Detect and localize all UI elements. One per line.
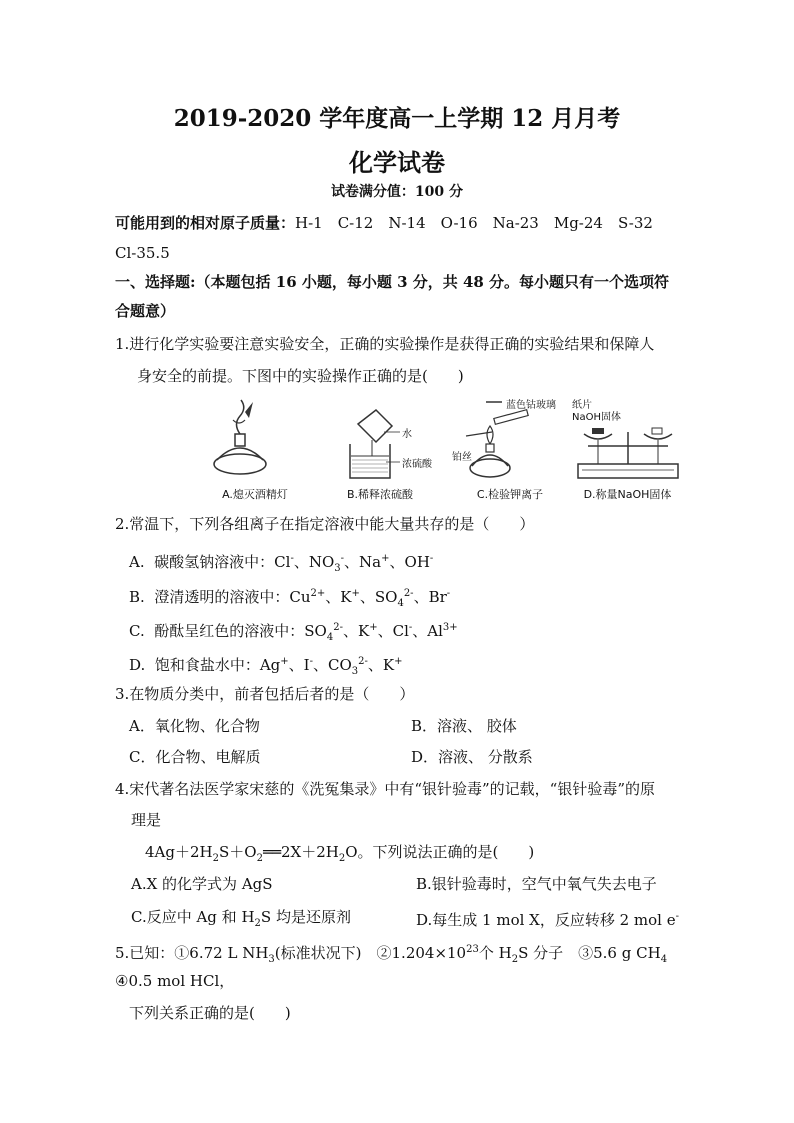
- atomic-masses-cont: Cl-35.5: [115, 244, 170, 262]
- q3-option-c: C．化合物、电解质: [129, 748, 261, 766]
- label-paper: 纸片: [572, 400, 592, 411]
- q1-stem: 1.进行化学实验要注意实验安全，正确的实验操作是获得正确的实验结果和保障人: [115, 335, 655, 353]
- atomic-masses-values: H-1 C-12 N-14 O-16 Na-23 Mg-24 S-32: [295, 214, 653, 232]
- atomic-masses-label: 可能用到的相对原子质量：: [115, 214, 296, 232]
- figure-a: [195, 396, 315, 502]
- full-score: 试卷满分值：100 分: [330, 184, 464, 200]
- label-acid: 浓硫酸: [402, 459, 432, 470]
- q3-option-a: A．氧化物、化合物: [129, 717, 260, 735]
- label-wire: 铂丝: [452, 452, 472, 463]
- q2-option-a: A. 碳酸氢钠溶液中：Cl-、$NO_3^-$、Na+、OH-: [129, 553, 434, 574]
- atomic-masses: [115, 213, 653, 233]
- q2-option-c: C. 酚酞呈红色的溶液中：$SO_4^{2-}$、K+、Cl-、$Al^{3+}$: [129, 622, 458, 643]
- q4-option-b: B.银针验毒时，空气中氧气失去电子: [416, 875, 657, 893]
- beaker-icon: [320, 396, 440, 486]
- q4-option-a: A.X 的化学式为 AgS: [131, 875, 273, 893]
- q3-option-b: B．溶液、 胶体: [411, 717, 517, 735]
- q1-figures: [195, 396, 685, 502]
- figure-b-caption: B.稀释浓硫酸: [346, 488, 414, 501]
- figure-a-caption: A.熄灭酒精灯: [222, 488, 288, 501]
- label-glass: 蓝色钴玻璃: [506, 400, 556, 411]
- figure-d: [570, 396, 685, 502]
- q3-stem: 3.在物质分类中，前者包括后者的是（ ）: [115, 685, 415, 703]
- q1-stem-cont: 身安全的前提。下图中的实验操作正确的是( ): [137, 367, 464, 385]
- q4-equation: $4Ag+2H_2S+O_2══2X+2H_2O$。下列说法正确的是( ): [145, 843, 535, 864]
- figure-c-caption: C.检验钾离子: [476, 488, 544, 501]
- q2-option-d: D. 饱和食盐水中：Ag+、I-、$CO_3^{2-}$、K+: [129, 656, 403, 677]
- q4-stem: 4.宋代著名法医学家宋慈的《洗冤集录》中有“银针验毒”的记载，“银针验毒”的原: [115, 780, 655, 798]
- subject-title: 化学试卷: [349, 148, 445, 177]
- q5-item4: ④0.5 mol HCl，: [115, 972, 235, 990]
- q4-option-c: C.反应中 Ag 和 $H_2S$ 均是还原剂: [131, 908, 351, 929]
- q2-option-b: B. 澄清透明的溶液中：$Cu^{2+}$、K+、$SO_4^{2-}$、Br-: [129, 588, 451, 609]
- section1-heading-cont: 合题意）: [115, 302, 176, 320]
- q3-option-d: D．溶液、 分散系: [411, 748, 533, 766]
- figure-b: [320, 396, 440, 502]
- q5-ask: 下列关系正确的是( ): [129, 1004, 291, 1022]
- label-water: 水: [402, 429, 412, 440]
- figure-d-caption: D.称量NaOH固体: [583, 488, 672, 501]
- alcohol-lamp-icon: [195, 396, 315, 486]
- label-naoh: NaOH固体: [572, 412, 621, 423]
- exam-title: 2019-2020 学年度高一上学期 12 月月考: [173, 105, 621, 132]
- q5-stem: 5.已知：①6.72 L $NH_3$(标准状况下) $②1.204\times 10^{23}$个 $H_2S$ 分子 ③5.6 g $CH_4$: [115, 944, 668, 965]
- q2-stem: 2.常温下，下列各组离子在指定溶液中能大量共存的是（ ）: [115, 515, 535, 533]
- section1-heading: 一、选择题:（本题包括 16 小题，每小题 3 分，共 48 分。每小题只有一个选项符: [115, 273, 670, 291]
- q4-option-d: D.每生成 1 mol X，反应转移 2 mol e-: [416, 911, 680, 929]
- figure-c: [450, 396, 570, 502]
- q4-stem-cont: 理是: [131, 811, 162, 829]
